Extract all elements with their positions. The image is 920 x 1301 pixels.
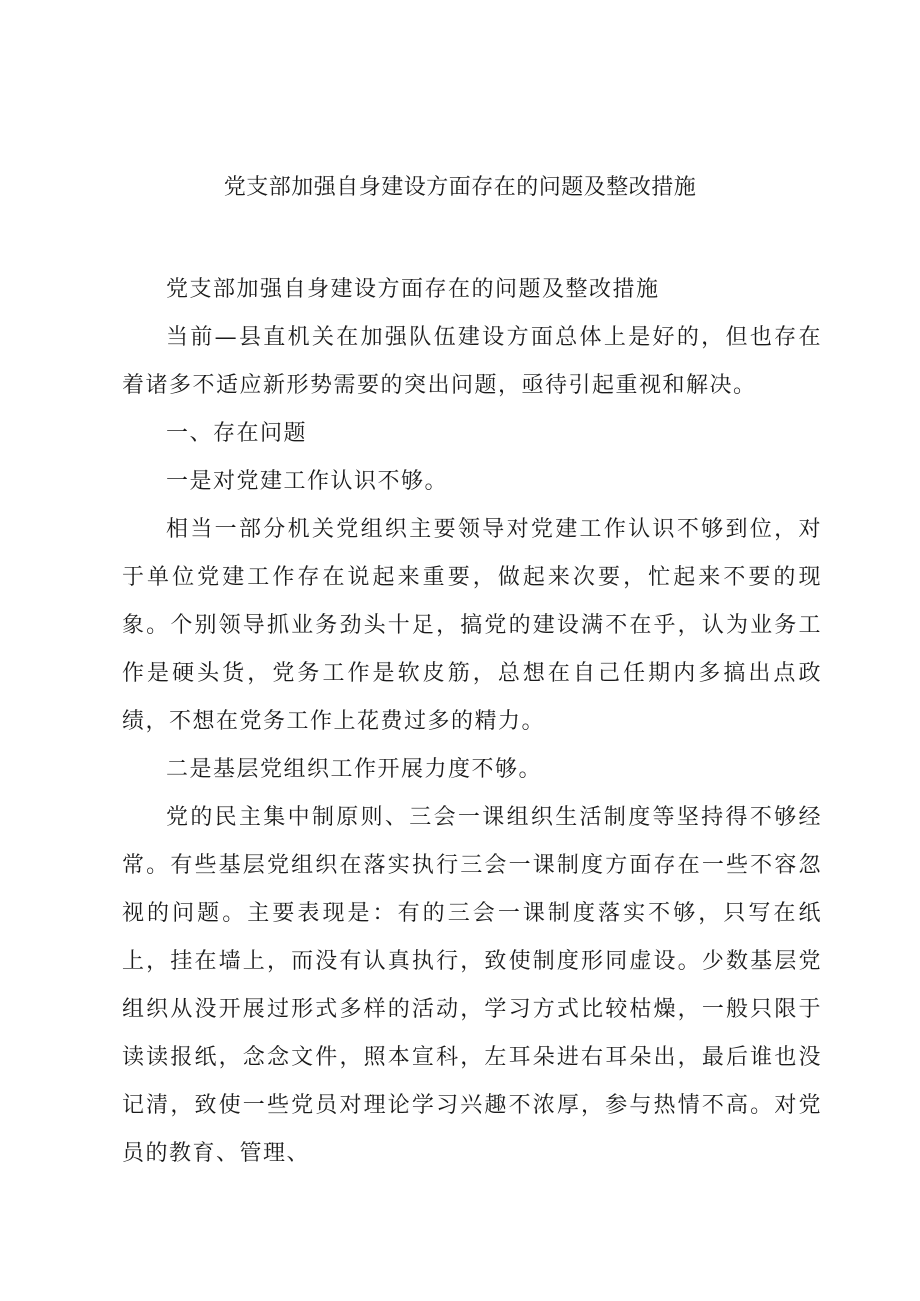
document-body — [122, 266, 822, 1178]
document-title: 党支部加强自身建设方面存在的问题及整改措施 — [223, 175, 697, 200]
body-paragraph-repeat-title: 党支部加强自身建设方面存在的问题及整改措施 — [166, 277, 660, 302]
section-heading-problems: 一、存在问题 — [166, 421, 308, 446]
subheading-problem-two: 二是基层党组织工作开展力度不够。 — [166, 757, 543, 782]
body-paragraph-problem-two: 党的民主集中制原则、三会一课组织生活制度等坚持得不够经常。有些基层党组织在落实执行三会一课制度方面存在一些不容忽视的问题。主要表现是：有的三会一课制度落实不够，只写在纸上，挂在墙上，而没有认真执行，致使制度形同虚设。少数基层党组织从没开展过形式多样的活动，学习方式比较枯燥，一般只限于读读报纸，念念文件，照本宣科，左耳朵进右耳朵出，最后谁也没记清，致使一些党员对理论学习兴趣不浓厚，参与热情不高。对党员的教育、管理、 — [122, 805, 822, 1166]
subheading-problem-one: 一是对党建工作认识不够。 — [166, 469, 449, 494]
body-paragraph-intro: 当前—县直机关在加强队伍建设方面总体上是好的，但也存在着诸多不适应新形势需要的突出问题，亟待引起重视和解决。 — [122, 325, 822, 398]
body-paragraph-problem-one: 相当一部分机关党组织主要领导对党建工作认识不够到位，对于单位党建工作存在说起来重要，做起来次要，忙起来不要的现象。个别领导抓业务劲头十足，搞党的建设满不在乎，认为业务工作是硬头货，党务工作是软皮筋，总想在自己任期内多搞出点政绩，不想在党务工作上花费过多的精力。 — [122, 517, 822, 734]
